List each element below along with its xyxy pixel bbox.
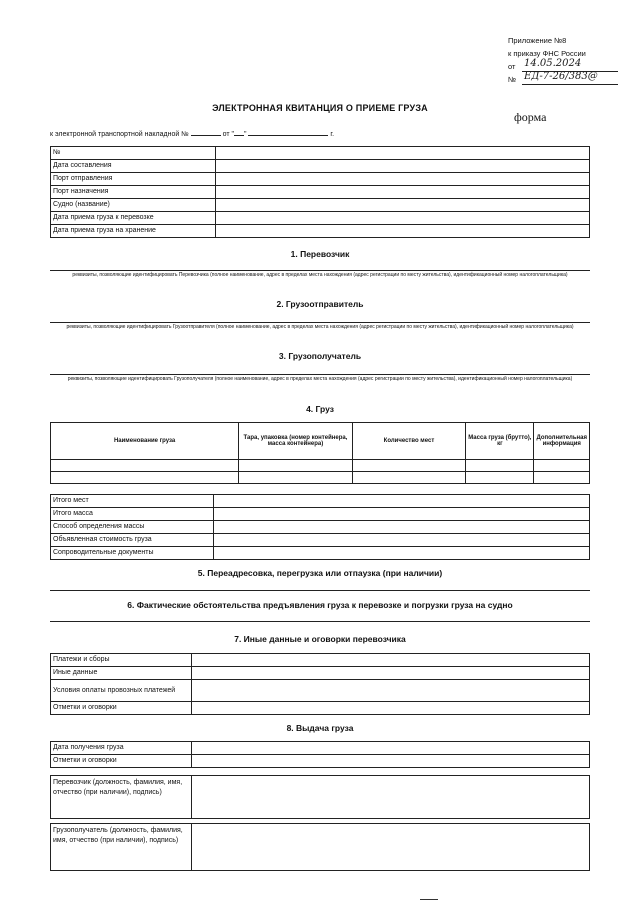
waybill-number-field[interactable] bbox=[191, 128, 221, 136]
carrier-signature-label: Перевозчик (должность, фамилия, имя, отчество (при наличии), подпись) bbox=[51, 776, 192, 819]
field-value[interactable] bbox=[192, 742, 590, 755]
section-circumstances-title: 6. Фактические обстоятельства предъявления груза к перевозке и погрузки груза на судно bbox=[127, 600, 513, 610]
field-value[interactable] bbox=[214, 508, 590, 521]
table-cell[interactable] bbox=[352, 472, 466, 484]
waybill-quote: " bbox=[243, 131, 247, 138]
field-label: Способ определения массы bbox=[51, 521, 214, 534]
carrier-caption: реквизиты, позволяющие идентифицировать Перевозчика (полное наименование, адрес в пределах места нахождения (адрес регистрации по месту жительства), идентификационный номер налогоплательщика) bbox=[72, 272, 568, 278]
table-row bbox=[51, 680, 590, 702]
cargo-table bbox=[50, 422, 590, 484]
cargo-header-packaging: Тара, упаковка (номер контейнера, масса контейнера) bbox=[239, 423, 353, 460]
shipper-input-line[interactable] bbox=[50, 322, 590, 323]
field-value[interactable] bbox=[216, 186, 590, 199]
field-label: Отметки и оговорки bbox=[51, 755, 192, 768]
appendix-date-handwritten: 14.05.2024 bbox=[524, 58, 582, 69]
field-value[interactable] bbox=[216, 212, 590, 225]
waybill-year-suffix: г. bbox=[330, 131, 335, 138]
field-value[interactable] bbox=[216, 199, 590, 212]
field-label: Порт назначения bbox=[51, 186, 216, 199]
table-cell[interactable] bbox=[239, 460, 353, 472]
section-consignee-title: 3. Грузополучатель bbox=[278, 351, 362, 361]
table-row bbox=[51, 702, 590, 715]
table-row bbox=[51, 186, 590, 199]
cargo-header-weight: Масса груза (брутто), кг bbox=[466, 423, 534, 460]
table-row bbox=[51, 495, 590, 508]
table-cell[interactable] bbox=[51, 460, 239, 472]
cargo-summary-table bbox=[50, 494, 590, 560]
field-value[interactable] bbox=[214, 521, 590, 534]
field-value[interactable] bbox=[216, 173, 590, 186]
appendix-order: к приказу ФНС России bbox=[508, 49, 586, 58]
waybill-prefix: к электронной транспортной накладной № bbox=[50, 131, 189, 138]
field-value[interactable] bbox=[214, 534, 590, 547]
field-value[interactable] bbox=[192, 654, 590, 667]
field-value[interactable] bbox=[214, 547, 590, 560]
cargo-header-name: Наименование груза bbox=[51, 423, 239, 460]
table-row bbox=[51, 212, 590, 225]
section-carrier-notes-title: 7. Иные данные и оговорки перевозчика bbox=[234, 634, 406, 644]
field-label: Судно (название) bbox=[51, 199, 216, 212]
table-row bbox=[51, 547, 590, 560]
field-label: Условия оплаты провозных платежей bbox=[51, 680, 192, 702]
table-row bbox=[51, 742, 590, 755]
field-label: Дата составления bbox=[51, 160, 216, 173]
consignee-input-line[interactable] bbox=[50, 374, 590, 375]
section-carrier-title: 1. Перевозчик bbox=[290, 249, 350, 259]
field-label: Сопроводительные документы bbox=[51, 547, 214, 560]
readdress-input-line[interactable] bbox=[50, 590, 590, 591]
waybill-reference bbox=[50, 128, 334, 138]
consignee-signature-field[interactable] bbox=[192, 824, 590, 871]
carrier-signature-field[interactable] bbox=[192, 776, 590, 819]
carrier-input-line[interactable] bbox=[50, 270, 590, 271]
field-value[interactable] bbox=[192, 702, 590, 715]
table-row bbox=[51, 521, 590, 534]
table-row bbox=[51, 654, 590, 667]
table-row bbox=[51, 508, 590, 521]
field-label: Отметки и оговорки bbox=[51, 702, 192, 715]
field-value[interactable] bbox=[192, 680, 590, 702]
table-row bbox=[51, 160, 590, 173]
field-label: Итого мест bbox=[51, 495, 214, 508]
field-label: Итого масса bbox=[51, 508, 214, 521]
carrier-notes-table bbox=[50, 653, 590, 715]
waybill-from: от " bbox=[222, 131, 234, 138]
consignee-signature-table bbox=[50, 823, 590, 871]
field-label: Объявленная стоимость груза bbox=[51, 534, 214, 547]
appendix-number-prefix: № bbox=[508, 75, 517, 84]
consignee-signature-label: Грузополучатель (должность, фамилия, имя, отчество (при наличии), подпись) bbox=[51, 824, 192, 871]
table-row bbox=[51, 199, 590, 212]
table-cell[interactable] bbox=[466, 460, 534, 472]
field-label: Дата получения груза bbox=[51, 742, 192, 755]
appendix-number-underline bbox=[522, 84, 618, 85]
consignee-caption: реквизиты, позволяющие идентифицировать Грузополучателя (полное наименование, адрес в пределах места нахождения (адрес регистрации по месту жительства), идентификационный номер налогоплательщика) bbox=[67, 376, 573, 382]
table-row bbox=[51, 534, 590, 547]
table-row bbox=[51, 147, 590, 160]
appendix-number bbox=[508, 73, 618, 86]
waybill-day-field[interactable] bbox=[234, 128, 244, 136]
section-readdress-title: 5. Переадресовка, перегрузка или отпаузка (при наличии) bbox=[197, 568, 443, 578]
table-cell[interactable] bbox=[51, 472, 239, 484]
table-row bbox=[51, 472, 590, 484]
cargo-header-info: Дополнительная информация bbox=[534, 423, 590, 460]
table-row bbox=[51, 667, 590, 680]
table-row bbox=[51, 173, 590, 186]
cargo-header-row bbox=[51, 423, 590, 460]
shipper-caption: реквизиты, позволяющие идентифицировать Грузоотправителя (полное наименование, адрес в пределах места нахождения (адрес регистрации по месту жительства), идентификационный номер налогоплательщика) bbox=[66, 324, 574, 330]
appendix-date-prefix: от bbox=[508, 62, 516, 71]
delivery-table bbox=[50, 741, 590, 768]
appendix-title: Приложение №8 bbox=[508, 36, 567, 45]
document-title: ЭЛЕКТРОННАЯ КВИТАНЦИЯ О ПРИЕМЕ ГРУЗА bbox=[212, 103, 428, 113]
table-row bbox=[51, 824, 590, 871]
section-shipper-title: 2. Грузоотправитель bbox=[276, 299, 364, 309]
scan-mark bbox=[420, 899, 438, 900]
field-label: Иные данные bbox=[51, 667, 192, 680]
field-value[interactable] bbox=[192, 667, 590, 680]
section-cargo-title: 4. Груз bbox=[306, 404, 334, 414]
table-row bbox=[51, 755, 590, 768]
table-row bbox=[51, 776, 590, 819]
form-label: форма bbox=[514, 110, 547, 124]
table-cell[interactable] bbox=[466, 472, 534, 484]
appendix-number-handwritten: ЕД-7-26/383@ bbox=[524, 71, 598, 82]
cargo-header-quantity: Количество мест bbox=[352, 423, 466, 460]
field-value[interactable] bbox=[214, 495, 590, 508]
field-value[interactable] bbox=[216, 160, 590, 173]
field-label: Порт отправления bbox=[51, 173, 216, 186]
field-label: № bbox=[51, 147, 216, 160]
carrier-signature-table bbox=[50, 775, 590, 819]
field-value[interactable] bbox=[192, 755, 590, 768]
main-fields-table bbox=[50, 146, 590, 238]
section-delivery-title: 8. Выдача груза bbox=[286, 723, 354, 733]
field-label: Дата приема груза к перевозке bbox=[51, 212, 216, 225]
table-cell[interactable] bbox=[534, 460, 590, 472]
table-row bbox=[51, 225, 590, 238]
table-cell[interactable] bbox=[534, 472, 590, 484]
field-label: Дата приема груза на хранение bbox=[51, 225, 216, 238]
circumstances-input-line[interactable] bbox=[50, 621, 590, 622]
field-value[interactable] bbox=[216, 147, 590, 160]
waybill-month-field[interactable] bbox=[248, 128, 328, 136]
table-row bbox=[51, 460, 590, 472]
table-cell[interactable] bbox=[239, 472, 353, 484]
field-label: Платежи и сборы bbox=[51, 654, 192, 667]
appendix-block bbox=[508, 34, 618, 86]
field-value[interactable] bbox=[216, 225, 590, 238]
table-cell[interactable] bbox=[352, 460, 466, 472]
